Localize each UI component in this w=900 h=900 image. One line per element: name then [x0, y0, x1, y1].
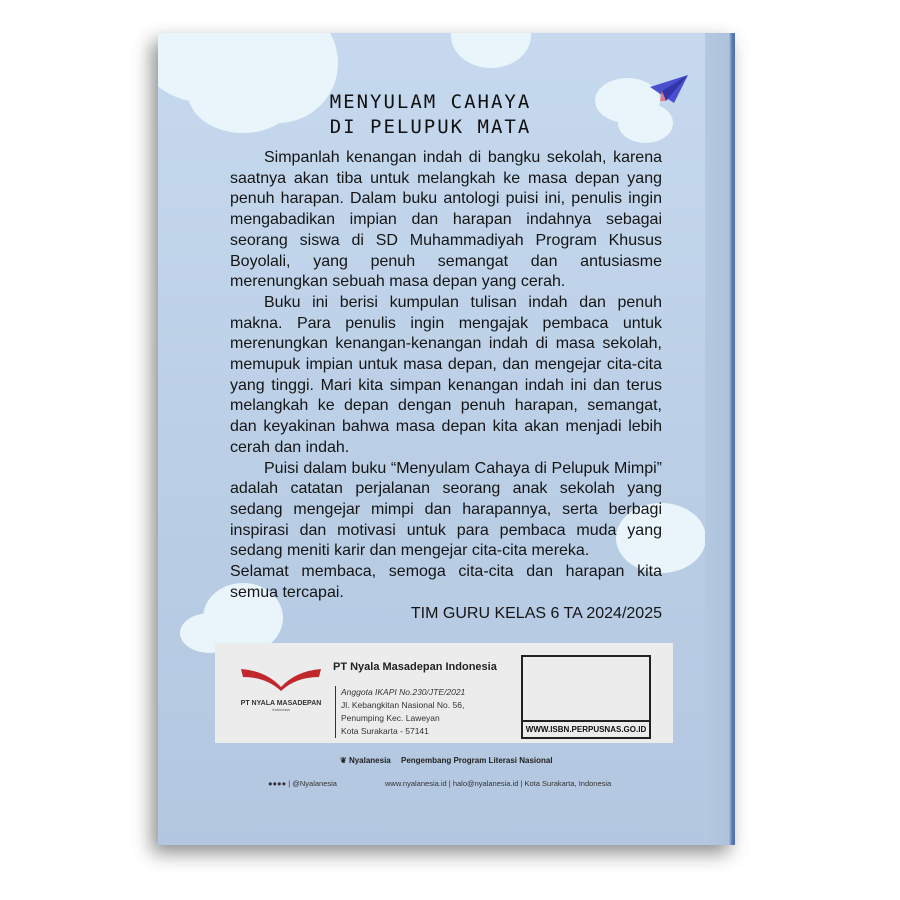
isbn-barcode-box	[521, 655, 651, 739]
logo-subtext: Indonesia	[272, 707, 290, 712]
brand-tagline: Pengembang Program Literasi Nasional	[400, 756, 553, 765]
address-line: Jl. Kebangkitan Nasional No. 56,	[341, 700, 465, 710]
paragraph: Puisi dalam buku “Menyulam Cahaya di Pelupuk Mimpi” adalah catatan perjalanan seorang anak sekolah yang sedang mengejar mimpi dan harapannya, serta berbagi inspirasi dan motivasi untuk para pembaca muda yang sedang meniti karir dan mengejar cita-cita mereka.	[230, 459, 662, 560]
publisher-logo	[237, 665, 325, 712]
social-handle: | @Nyalanesia	[288, 779, 337, 788]
signature: TIM GURU KELAS 6 TA 2024/2025	[410, 605, 662, 622]
publisher-name: PT Nyala Masadepan Indonesia	[333, 661, 497, 673]
social-icons: ●●●●	[268, 779, 287, 788]
brand-name: Nyalanesia	[348, 756, 391, 765]
nyalanesia-logo-icon: ❦	[340, 756, 347, 765]
synopsis	[230, 148, 662, 603]
cloud	[451, 33, 531, 68]
publisher-address	[335, 686, 465, 738]
paragraph: Simpanlah kenangan indah di bangku sekolah, karena saatnya akan tiba untuk melangkah ke masa depan yang penuh harapan. Dalam buku antologi puisi ini, penulis ingin mengabadikan impian dan harapan indahnya sebagai seorang siswa di SD Muhammadiyah Program Khusus Boyolali, yang penuh semangat dan antusiasme merenungkan sebuah masa depan yang cerah.	[230, 149, 662, 291]
title-line-2: DI PELUPUK MATA	[329, 116, 532, 138]
publisher-box	[215, 643, 673, 743]
social-handles	[268, 779, 337, 788]
footer-brand	[340, 756, 553, 765]
isbn-label: WWW.ISBN.PERPUSNAS.GO.ID	[523, 720, 649, 737]
flame-logo-icon	[241, 665, 321, 691]
ikapi-number: Anggota IKAPI No.230/JTE/2021	[341, 687, 466, 697]
address-line: Penumping Kec. Laweyan	[341, 713, 440, 723]
logo-text: PT NYALA MASADEPAN	[240, 700, 322, 707]
book-spine	[705, 33, 735, 845]
paragraph: Selamat membaca, semoga cita-cita dan harapan kita semua tercapai.	[230, 563, 662, 601]
title-line-1: MENYULAM CAHAYA	[329, 91, 532, 113]
back-cover	[158, 33, 735, 845]
address-line: Kota Surakarta - 57141	[341, 726, 429, 736]
book-title	[158, 90, 703, 140]
paragraph: Buku ini berisi kumpulan tulisan indah dan penuh makna. Para penulis ingin mengajak pembaca untuk merenungkan kenangan-kenangan indah di masa sekolah, memupuk impian untuk masa depan, dan mengejar cita-cita yang tinggi. Mari kita simpan kenangan indah ini dan terus melangkah ke depan dengan penuh harapan, semangat, dan keyakinan bahwa masa depan kita akan menjadi lebih cerah dan indah.	[230, 293, 662, 456]
contact-info: www.nyalanesia.id | halo@nyalanesia.id | Kota Surakarta, Indonesia	[385, 779, 612, 788]
